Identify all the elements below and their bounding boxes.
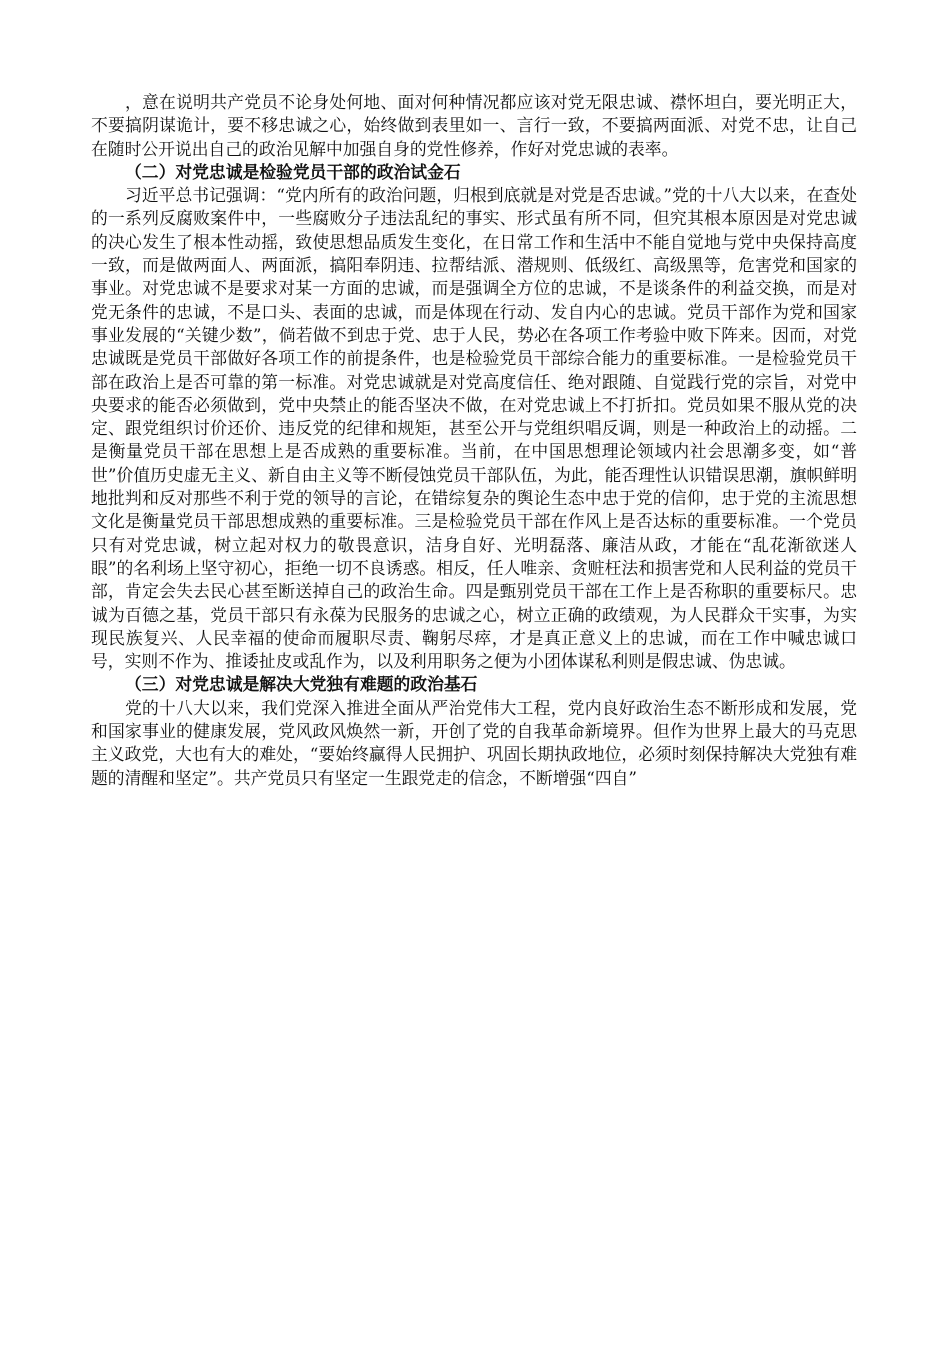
paragraph-intro: ，意在说明共产党员不论身处何地、面对何种情况都应该对党无限忠诚、襟怀坦白，要光明正大，不要搞阴谋诡计，要不移忠诚之心，始终做到表里如一、言行一致，不要搞两面派、对党不忠，让自己在随时公开说出自己的政治见解中加强自身的党性修养，作好对党忠诚的表率。	[91, 92, 857, 159]
section-heading-2: （二）对党忠诚是检验党员干部的政治试金石	[125, 161, 461, 182]
paragraph-section-2: 习近平总书记强调：“党内所有的政治问题，归根到底就是对党是否忠诚。”党的十八大以来，在查处的一系列反腐败案件中，一些腐败分子违法乱纪的事实、形式虽有所不同，但究其根本原因是对党忠诚的决心发生了根本性动摇，致使思想品质发生变化，在日常工作和生活中不能自觉地与党中央保持高度一致，而是做两面人、两面派，搞阳奉阴违、拉帮结派、潜规则、低级红、高级黑等，危害党和国家的事业。对党忠诚不是要求对某一方面的忠诚，而是强调全方位的忠诚，不是谈条件的利益交换，而是对党无条件的忠诚，不是口头、表面的忠诚，而是体现在行动、发自内心的忠诚。党员干部作为党和国家事业发展的“关键少数”，倘若做不到忠于党、忠于人民，势必在各项工作考验中败下阵来。因而，对党忠诚既是党员干部做好各项工作的前提条件，也是检验党员干部综合能力的重要标准。一是检验党员干部在政治上是否可靠的第一标准。对党忠诚就是对党高度信任、绝对跟随、自觉践行党的宗旨，对党中央要求的能否必须做到，党中央禁止的能否坚决不做，在对党忠诚上不打折扣。党员如果不服从党的决定、跟党组织讨价还价、违反党的纪律和规矩，甚至公开与党组织唱反调，则是一种政治上的动摇。二是衡量党员干部在思想上是否成熟的重要标准。当前，在中国思想理论领域内社会思潮多变，如“普世”价值历史虚无主义、新自由主义等不断侵蚀党员干部队伍，为此，能否理性认识错误思潮，旗帜鲜明地批判和反对那些不利于党的领导的言论，在错综复杂的舆论生态中忠于党的信仰，忠于党的主流思想文化是衡量党员干部思想成熟的重要标准。三是检验党员干部在作风上是否达标的重要标准。一个党员只有对党忠诚，树立起对权力的敬畏意识，洁身自好、光明磊落、廉洁从政，才能在“乱花渐欲迷人眼”的名利场上坚守初心，拒绝一切不良诱惑。相反，任人唯亲、贪赃枉法和损害党和人民利益的党员干部，肯定会失去民心甚至断送掉自己的政治生命。四是甄别党员干部在工作上是否称职的重要标尺。忠诚为百德之基，党员干部只有永葆为民服务的忠诚之心，树立正确的政绩观，为人民群众干实事，为实现民族复兴、人民幸福的使命而履职尽责、鞠躬尽瘁，才是真正意义上的忠诚，而在工作中喊忠诚口号，实则不作为、推诿扯皮或乱作为，以及利用职务之便为小团体谋私利则是假忠诚、伪忠诚。	[91, 185, 857, 672]
paragraph-section-3: 党的十八大以来，我们党深入推进全面从严治党伟大工程，党内良好政治生态不断形成和发展，党和国家事业的健康发展，党风政风焕然一新，开创了党的自我革命新境界。但作为世界上最大的马克思主义政党，大也有大的难处，“要始终赢得人民拥护、巩固长期执政地位，必须时刻保持解决大党独有难题的清醒和坚定”。共产党员只有坚定一生跟党走的信念，不断增强“四自”	[91, 697, 857, 788]
section-heading-3: （三）对党忠诚是解决大党独有难题的政治基石	[125, 674, 478, 695]
document-body	[91, 91, 857, 790]
